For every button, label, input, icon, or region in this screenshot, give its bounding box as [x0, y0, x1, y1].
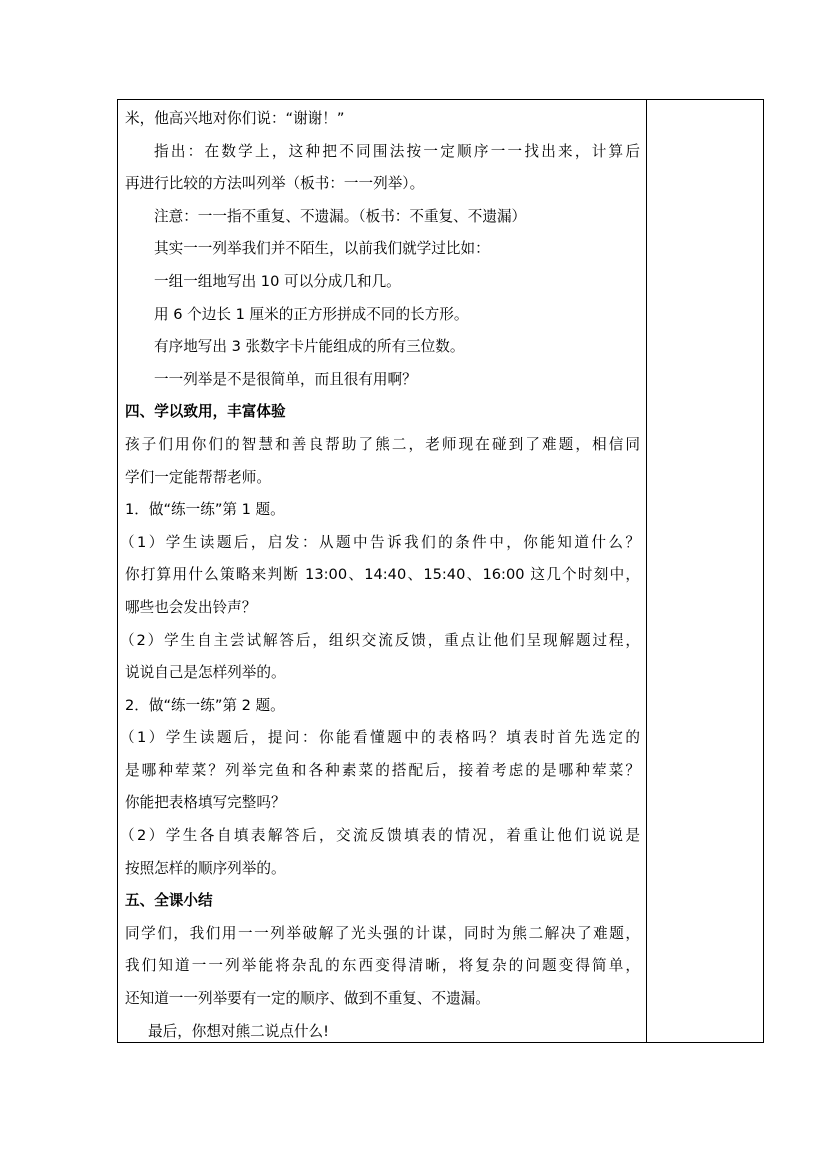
text-line: 用 6 个边长 1 厘米的正方形拼成不同的长方形。 — [154, 305, 469, 323]
text-line: 说说自己是怎样列举的。 — [125, 664, 286, 682]
text-line: 同学们，我们用一一列举破解了光头强的计谋，同时为熊二解决了难题， — [125, 924, 640, 942]
text-line: 还知道一一列举要有一定的顺序、做到不重复、不遗漏。 — [125, 990, 490, 1008]
text-line: （2）学生各自填表解答后，交流反馈填表的情况，着重让他们说说是 — [120, 827, 640, 845]
text-line: 1．做“练一练”第 1 题。 — [125, 501, 285, 519]
text-line: 再进行比较的方法叫列举（板书：一一列举）。 — [125, 175, 425, 193]
text-line: 注意：一一指不重复、不遗漏。（板书：不重复、不遗漏） — [154, 207, 527, 225]
text-line: 我们知道一一列举能将杂乱的东西变得清晰，将复杂的问题变得简单， — [125, 957, 640, 975]
text-line: 最后，你想对熊二说点什么! — [148, 1022, 329, 1040]
notes-cell — [647, 100, 764, 1042]
text-line: （1）学生读题后，启发：从题中告诉我们的条件中，你能知道什么？ — [120, 533, 640, 551]
text-line: 你打算用什么策略来判断 13:00、14:40、15:40、16:00 这几个时刻中， — [125, 566, 640, 584]
text-line: 是哪种荤菜？列举完鱼和各种素菜的搭配后，接着考虑的是哪种荤菜？ — [125, 761, 640, 779]
text-line: 其实一一列举我们并不陌生，以前我们就学过比如： — [154, 240, 490, 258]
text-line: 孩子们用你们的智慧和善良帮助了熊二，老师现在碰到了难题，相信同 — [125, 435, 640, 453]
text-line: 2．做“练一练”第 2 题。 — [125, 696, 285, 714]
section-heading: 四、学以致用，丰富体验 — [125, 403, 286, 421]
text-line: 指出：在数学上，这种把不同围法按一定顺序一一找出来，计算后 — [154, 142, 640, 160]
section-heading: 五、全课小结 — [125, 892, 213, 910]
text-line: 一一列举是不是很简单，而且很有用啊？ — [154, 370, 417, 388]
text-line: 按照怎样的顺序列举的。 — [125, 859, 286, 877]
lesson-table — [117, 99, 764, 1043]
lesson-process-cell — [118, 100, 647, 1042]
text-line: 你能把表格填写完整吗？ — [125, 794, 286, 812]
text-line: 米，他高兴地对你们说：“谢谢！” — [125, 110, 345, 127]
text-line: 学们一定能帮帮老师。 — [125, 468, 271, 486]
text-line: 有序地写出 3 张数字卡片能组成的所有三位数。 — [154, 338, 465, 356]
text-line: （1）学生读题后，提问：你能看懂题中的表格吗？填表时首先选定的 — [120, 729, 640, 747]
text-line: 一组一组地写出 10 可以分成几和几。 — [154, 272, 401, 290]
text-line: 哪些也会发出铃声？ — [125, 598, 257, 616]
text-line: （2）学生自主尝试解答后，组织交流反馈，重点让他们呈现解题过程， — [120, 631, 640, 649]
